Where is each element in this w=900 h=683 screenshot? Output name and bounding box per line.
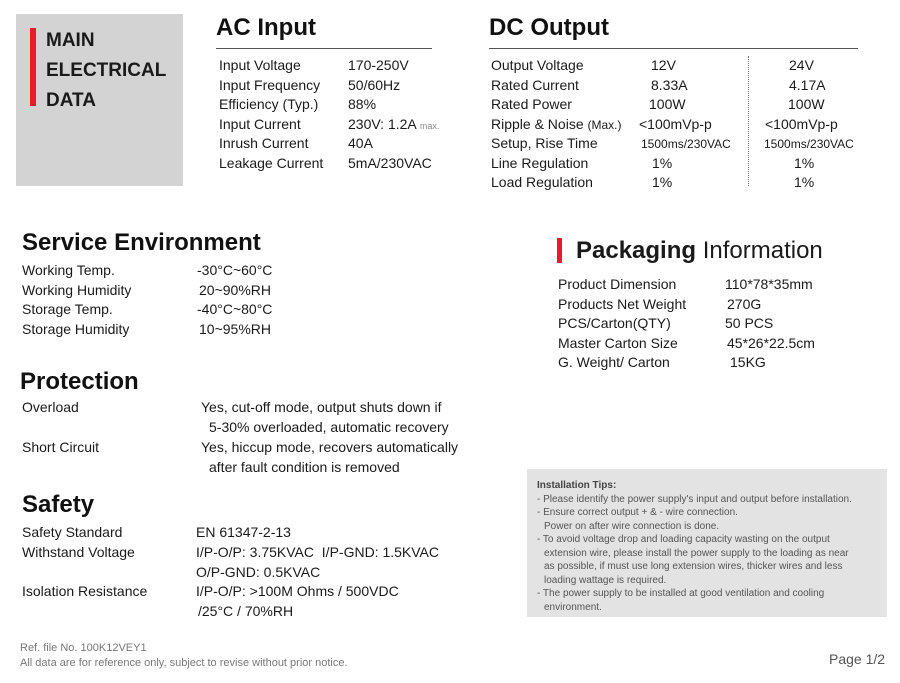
tip-line: extension wire, please install the power supply to the loading as near: [544, 547, 849, 559]
accent-bar: [30, 28, 36, 106]
ac-value-3-text: 230V: 1.2A: [348, 115, 416, 132]
ac-label-5: Leakage Current: [219, 154, 324, 171]
svc-value-1: 20~90%RH: [199, 281, 271, 298]
safety-title: Safety: [22, 491, 95, 518]
pkg-label-2: PCS/Carton(QTY): [558, 315, 671, 331]
dc-label-3-note: (Max.): [587, 117, 622, 132]
dc-label-5: Line Regulation: [491, 154, 589, 171]
pkg-label-1: Products Net Weight: [558, 295, 687, 312]
main-box-line1: MAIN: [46, 30, 95, 51]
short-circuit-line2: after fault condition is removed: [209, 459, 400, 475]
page-number: Page 1/2: [829, 651, 886, 667]
svc-label-2: Storage Temp.: [22, 301, 113, 317]
withstand-voltage-line2: O/P-GND: 0.5KVAC: [196, 564, 321, 580]
pkg-value-3: 45*26*22.5cm: [727, 334, 815, 351]
overload-line1: Yes, cut-off mode, output shuts down if: [201, 399, 442, 415]
ac-label-0: Input Voltage: [219, 57, 301, 73]
main-box-line3: DATA: [46, 90, 96, 111]
ac-label-3: Input Current: [219, 115, 301, 132]
dc-24v-4: 1500ms/230VAC: [764, 136, 854, 151]
dc-24v-2: 100W: [788, 96, 825, 112]
dc-12v-4: 1500ms/230VAC: [641, 136, 731, 151]
isolation-resistance-line1: I/P-O/P: >100M Ohms / 500VDC: [196, 583, 399, 599]
tip-line: loading wattage is required.: [544, 574, 667, 586]
ac-value-3: [348, 115, 439, 137]
packaging-title-rest: Information: [702, 237, 823, 264]
tip-line: as possible, if must use long extension wires, thicker wires and less: [544, 561, 843, 572]
dc-label-4: Setup, Rise Time: [491, 135, 598, 151]
svc-label-3: Storage Humidity: [22, 320, 130, 337]
main-electrical-data-box: [16, 14, 183, 186]
tip-line: - The power supply to be installed at good ventilation and cooling: [537, 588, 825, 599]
dc-12v-5: 1%: [652, 154, 673, 171]
dc-output-rule: [489, 48, 858, 49]
dc-24v-3: <100mVp-p: [765, 115, 838, 132]
dc-label-2: Rated Power: [491, 96, 572, 112]
ac-value-3-note: max.: [419, 120, 440, 131]
safety-standard-label: Safety Standard: [22, 524, 123, 540]
ac-value-1: 50/60Hz: [348, 76, 401, 93]
withstand-voltage-label: Withstand Voltage: [22, 544, 135, 560]
dc-12v-2: 100W: [649, 96, 686, 112]
dc-output-title: DC Output: [489, 14, 609, 41]
ac-label-4: Inrush Current: [219, 135, 309, 151]
packaging-accent-bar: [557, 238, 562, 263]
tip-line: - To avoid voltage drop and loading capacity wasting on the output: [537, 534, 830, 545]
tip-line: Power on after wire connection is done.: [544, 520, 720, 532]
service-env-title: Service Environment: [22, 229, 261, 256]
main-box-title: [46, 26, 176, 116]
ac-value-5: 5mA/230VAC: [348, 154, 432, 171]
ac-input-rule: [216, 48, 432, 49]
packaging-title-bold: Packaging: [576, 237, 697, 264]
dc-24v-0: 24V: [789, 57, 814, 73]
dc-12v-3: <100mVp-p: [639, 115, 712, 132]
pkg-value-4: 15KG: [730, 354, 766, 370]
dc-label-3: [491, 115, 622, 136]
ac-label-2: Efficiency (Typ.): [219, 96, 319, 112]
column-divider: [748, 56, 749, 186]
dc-label-0: Output Voltage: [491, 57, 584, 73]
dc-label-3-text: Ripple & Noise: [491, 115, 584, 132]
pkg-label-3: Master Carton Size: [558, 334, 678, 351]
dc-24v-1: 4.17A: [789, 76, 826, 93]
dc-12v-1: 8.33A: [651, 76, 688, 93]
protection-title: Protection: [20, 368, 139, 395]
withstand-voltage-line1: I/P-O/P: 3.75KVAC I/P-GND: 1.5KVAC: [196, 544, 440, 560]
short-circuit-label: Short Circuit: [22, 439, 100, 455]
svc-value-0: -30°C~60°C: [197, 262, 273, 278]
isolation-resistance-line2: /25°C / 70%RH: [198, 603, 294, 619]
isolation-resistance-label: Isolation Resistance: [22, 583, 148, 599]
dc-24v-5: 1%: [794, 154, 815, 171]
ac-value-0: 170-250V: [348, 57, 409, 73]
tip-line: - Ensure correct output + & - wire connection.: [537, 507, 738, 518]
ac-value-2: 88%: [348, 96, 377, 112]
ac-input-title: AC Input: [216, 14, 316, 41]
safety-standard-value: EN 61347-2-13: [196, 524, 291, 540]
packaging-title: [576, 237, 823, 265]
ac-value-4: 40A: [348, 135, 373, 151]
main-box-line2: ELECTRICAL: [46, 60, 167, 81]
tip-line: environment.: [544, 601, 602, 613]
svc-label-0: Working Temp.: [22, 262, 115, 278]
dc-24v-6: 1%: [794, 174, 815, 190]
ac-label-1: Input Frequency: [219, 76, 321, 93]
pkg-value-2: 50 PCS: [725, 315, 774, 331]
dc-12v-6: 1%: [652, 174, 673, 190]
overload-label: Overload: [22, 399, 79, 415]
pkg-value-1: 270G: [727, 295, 762, 312]
pkg-value-0: 110*78*35mm: [725, 276, 813, 292]
disclaimer: All data are for reference only, subject to revise without prior notice.: [20, 657, 348, 669]
overload-line2: 5-30% overloaded, automatic recovery: [209, 419, 449, 435]
dc-12v-0: 12V: [651, 57, 676, 73]
pkg-label-0: Product Dimension: [558, 276, 677, 292]
tip-line: - Please identify the power supply's input and output before installation.: [537, 493, 852, 505]
installation-tips-box: [527, 469, 887, 617]
installation-tips-title: Installation Tips:: [537, 480, 617, 491]
dc-label-1: Rated Current: [491, 76, 579, 93]
svc-value-2: -40°C~80°C: [197, 301, 273, 317]
pkg-label-4: G. Weight/ Carton: [558, 354, 670, 370]
short-circuit-line1: Yes, hiccup mode, recovers automatically: [201, 439, 459, 455]
svc-label-1: Working Humidity: [22, 281, 132, 298]
svc-value-3: 10~95%RH: [199, 320, 271, 337]
ref-file-number: Ref. file No. 100K12VEY1: [20, 642, 147, 654]
dc-label-6: Load Regulation: [491, 174, 593, 190]
